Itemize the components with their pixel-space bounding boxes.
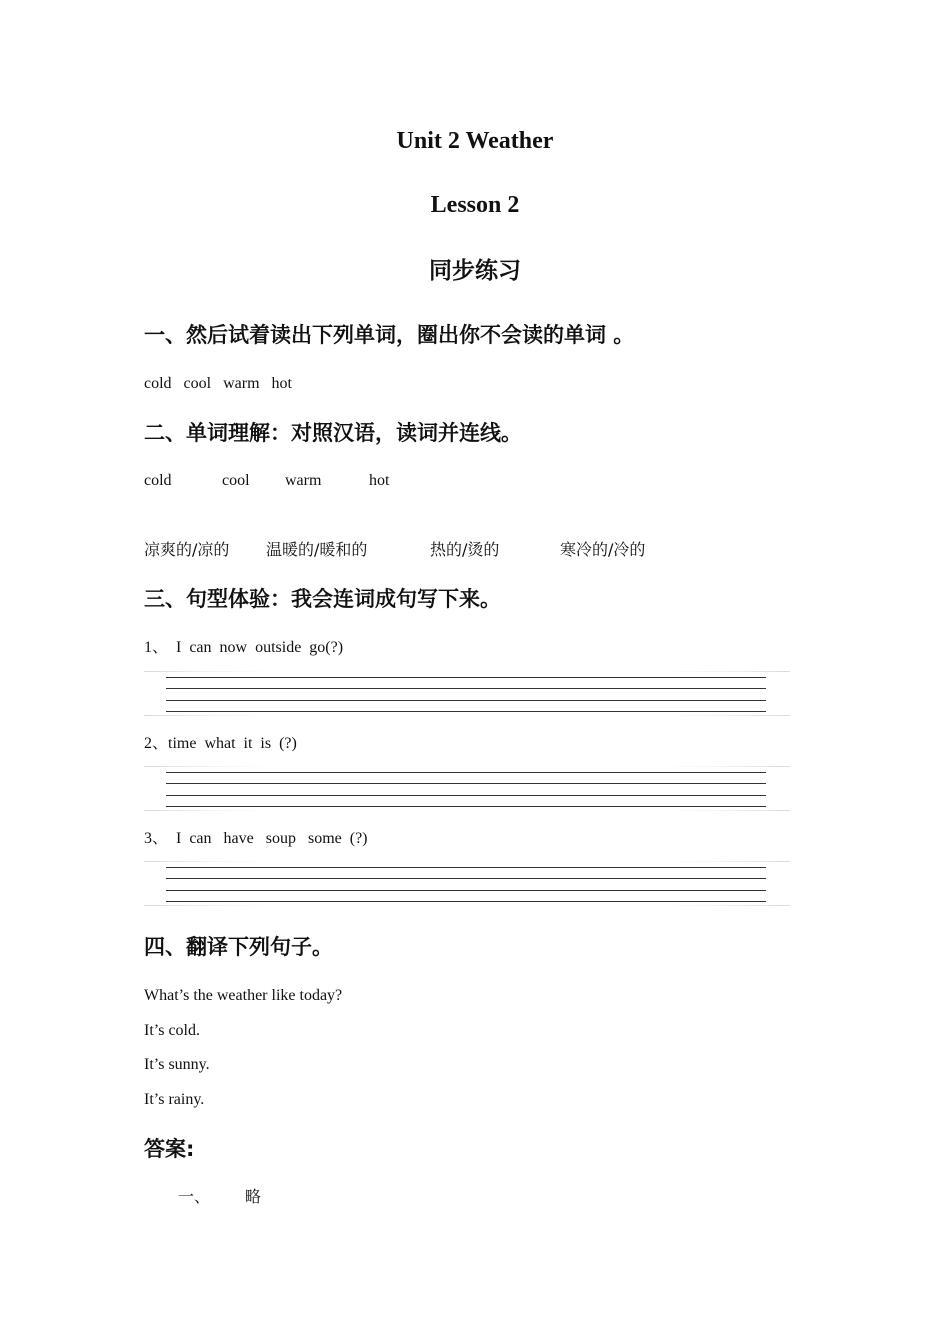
unit-title: Unit 2 Weather xyxy=(396,128,554,154)
answer-text: 略 xyxy=(245,1187,262,1206)
sentence-item: 3、 I can have soup some (?) xyxy=(144,830,368,847)
section2-heading: 二、单词理解：对照汉语，读词并连线。 xyxy=(144,421,522,445)
sentence-item: 1、 I can now outside go(?) xyxy=(144,639,344,656)
writing-lines[interactable] xyxy=(144,765,790,811)
section1-heading: 一、然后试着读出下列单词，圈出你不会读的单词 。 xyxy=(144,323,635,347)
translate-sentence: It’s rainy. xyxy=(144,1091,205,1108)
match-chinese-word: 寒冷的/冷的 xyxy=(560,540,646,559)
match-chinese-word: 凉爽的/凉的 xyxy=(144,540,230,559)
answer-number: 一、 xyxy=(178,1187,211,1206)
match-chinese-word: 温暖的/暖和的 xyxy=(266,540,368,559)
lesson-title: Lesson 2 xyxy=(430,192,520,218)
translate-sentence: What’s the weather like today? xyxy=(144,987,343,1004)
match-english-word: cool xyxy=(222,472,250,489)
sentence-item: 2、time what it is (?) xyxy=(144,735,297,752)
match-english-word: warm xyxy=(285,472,322,489)
answers-heading: 答案: xyxy=(144,1137,195,1161)
translate-sentence: It’s cold. xyxy=(144,1022,200,1039)
exercise-subtitle: 同步练习 xyxy=(429,258,521,284)
section1-word-list: cold cool warm hot xyxy=(144,375,292,392)
match-chinese-word: 热的/烫的 xyxy=(430,540,500,559)
section3-heading: 三、句型体验：我会连词成句写下来。 xyxy=(144,587,501,611)
match-english-word: hot xyxy=(369,472,390,489)
translate-sentence: It’s sunny. xyxy=(144,1056,210,1073)
section4-heading: 四、翻译下列句子。 xyxy=(144,935,333,959)
match-english-word: cold xyxy=(144,472,172,489)
writing-lines[interactable] xyxy=(144,670,790,716)
writing-lines[interactable] xyxy=(144,860,790,906)
